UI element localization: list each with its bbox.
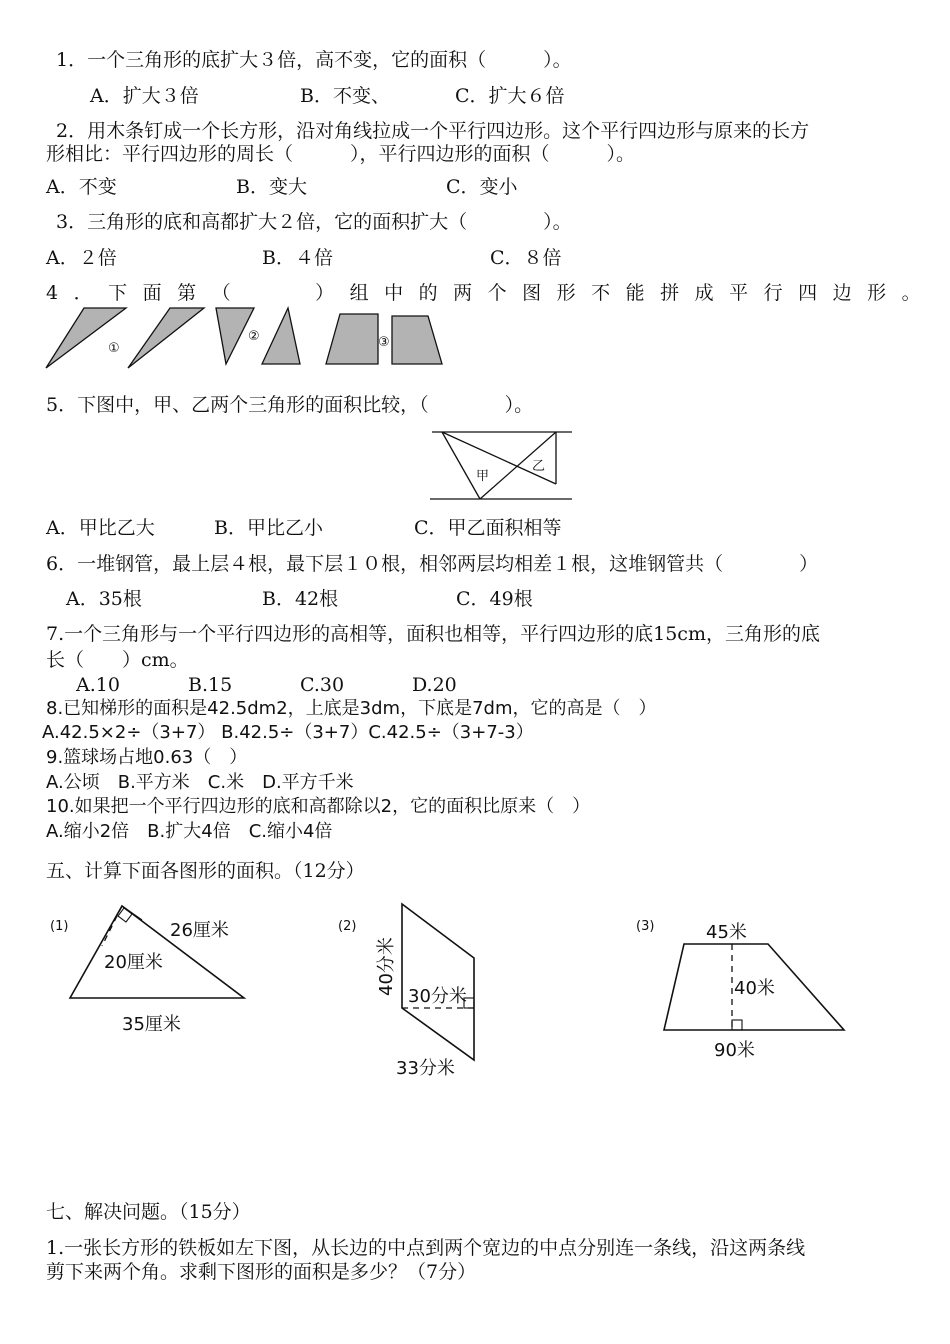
q4-label-1: ① <box>108 341 120 356</box>
q4-shape-3b <box>392 316 442 364</box>
section5-figure-1 <box>40 900 280 1040</box>
q2-option-c: C．变小 <box>446 176 518 198</box>
q2-option-a: A．不变 <box>46 176 117 198</box>
q5-label-yi: 乙 <box>532 459 546 474</box>
q10-options: A.缩小2倍 B.扩大4倍 C.缩小4倍 <box>46 821 333 842</box>
fig1-height: 20厘米 <box>104 952 163 973</box>
q7-stem-line2: 长（ ）cm。 <box>46 649 189 671</box>
q4-shape-2b <box>262 308 300 364</box>
q1-option-a: A．扩大３倍 <box>90 85 199 107</box>
q5-option-c: C．甲乙面积相等 <box>414 517 562 539</box>
fig2-side: 40分米 <box>376 937 397 996</box>
q10-stem: 10.如果把一个平行四边形的底和高都除以2，它的面积比原来（ ） <box>46 796 591 817</box>
section5-figure-3 <box>630 900 860 1070</box>
fig3-number: (3) <box>636 919 655 934</box>
q1-stem: 1．一个三角形的底扩大３倍，高不变，它的面积（ ）。 <box>56 49 572 71</box>
fig3-top: 45米 <box>706 922 747 943</box>
q8-stem: 8.已知梯形的面积是42.5dm2，上底是3dm，下底是7dm，它的高是（ ） <box>46 698 657 719</box>
q3-option-c: C．８倍 <box>490 247 562 269</box>
q4-label-2: ② <box>248 329 260 344</box>
q2-stem-line2: 形相比：平行四边形的周长（ ），平行四边形的面积（ ）。 <box>46 143 636 165</box>
section5-figure-2 <box>330 900 510 1080</box>
q7-option-a: A.10 <box>76 674 120 696</box>
q6-stem: 6．一堆钢管，最上层４根，最下层１０根，相邻两层均相差１根，这堆钢管共（ ） <box>46 553 819 575</box>
q6-option-c: C．49根 <box>456 588 533 610</box>
q9-stem: 9.篮球场占地0.63（ ） <box>46 747 248 768</box>
q9-options: A.公顷 B.平方米 C.米 D.平方千米 <box>46 772 354 793</box>
section7-title: 七、解决问题。（15分） <box>46 1201 251 1223</box>
q4-shape-1a <box>46 308 126 368</box>
q4-shape-3a <box>326 314 378 364</box>
section7-problem1-line2: 剪下来两个角。求剩下图形的面积是多少？（7分） <box>46 1261 477 1283</box>
q1-option-c: C．扩大６倍 <box>455 85 565 107</box>
q4-shape-1b <box>128 308 204 368</box>
q5-option-b: B．甲比乙小 <box>214 517 323 539</box>
q4-stem: 4．下面第（ ）组中的两个图形不能拼成平行四边形。 <box>46 282 937 304</box>
fig2-number: (2) <box>338 919 357 934</box>
fig3-bottom: 90米 <box>714 1040 755 1061</box>
q3-stem: 3．三角形的底和高都扩大２倍，它的面积扩大（ ）。 <box>56 211 572 233</box>
q5-option-a: A．甲比乙大 <box>46 517 155 539</box>
q5-label-jia: 甲 <box>476 469 490 484</box>
q6-option-b: B．42根 <box>262 588 339 610</box>
fig3-height: 40米 <box>734 978 775 999</box>
fig2-height: 30分米 <box>408 986 467 1007</box>
section7-problem1-line1: 1.一张长方形的铁板如左下图，从长边的中点到两个宽边的中点分别连一条线，沿这两条线 <box>46 1237 806 1259</box>
q6-option-a: A．35根 <box>66 588 142 610</box>
fig1-base: 35厘米 <box>122 1014 181 1035</box>
q7-option-c: C.30 <box>300 674 345 696</box>
q5-stem: 5．下图中，甲、乙两个三角形的面积比较，（ ）。 <box>46 394 534 416</box>
q4-figures <box>40 300 460 372</box>
q7-option-d: D.20 <box>412 674 457 696</box>
q3-option-a: A．２倍 <box>46 247 117 269</box>
q4-label-3: ③ <box>378 335 390 350</box>
q1-option-b: B．不变、 <box>300 85 390 107</box>
section5-title: 五、计算下面各图形的面积。（12分） <box>46 860 365 882</box>
q5-figure <box>428 428 576 504</box>
fig1-number: (1) <box>50 919 69 934</box>
q2-option-b: B．变大 <box>236 176 307 198</box>
q7-stem-line1: 7.一个三角形与一个平行四边形的高相等，面积也相等，平行四边形的底15cm，三角形的底 <box>46 623 820 645</box>
q7-option-b: B.15 <box>188 674 233 696</box>
q3-option-b: B．４倍 <box>262 247 333 269</box>
q2-stem-line1: 2．用木条钉成一个长方形，沿对角线拉成一个平行四边形。这个平行四边形与原来的长方 <box>56 120 810 142</box>
q8-options: A.42.5×2÷（3+7） B.42.5÷（3+7）C.42.5÷（3+7-3） <box>42 722 534 743</box>
fig2-base: 33分米 <box>396 1058 455 1079</box>
fig1-side: 26厘米 <box>170 920 229 941</box>
